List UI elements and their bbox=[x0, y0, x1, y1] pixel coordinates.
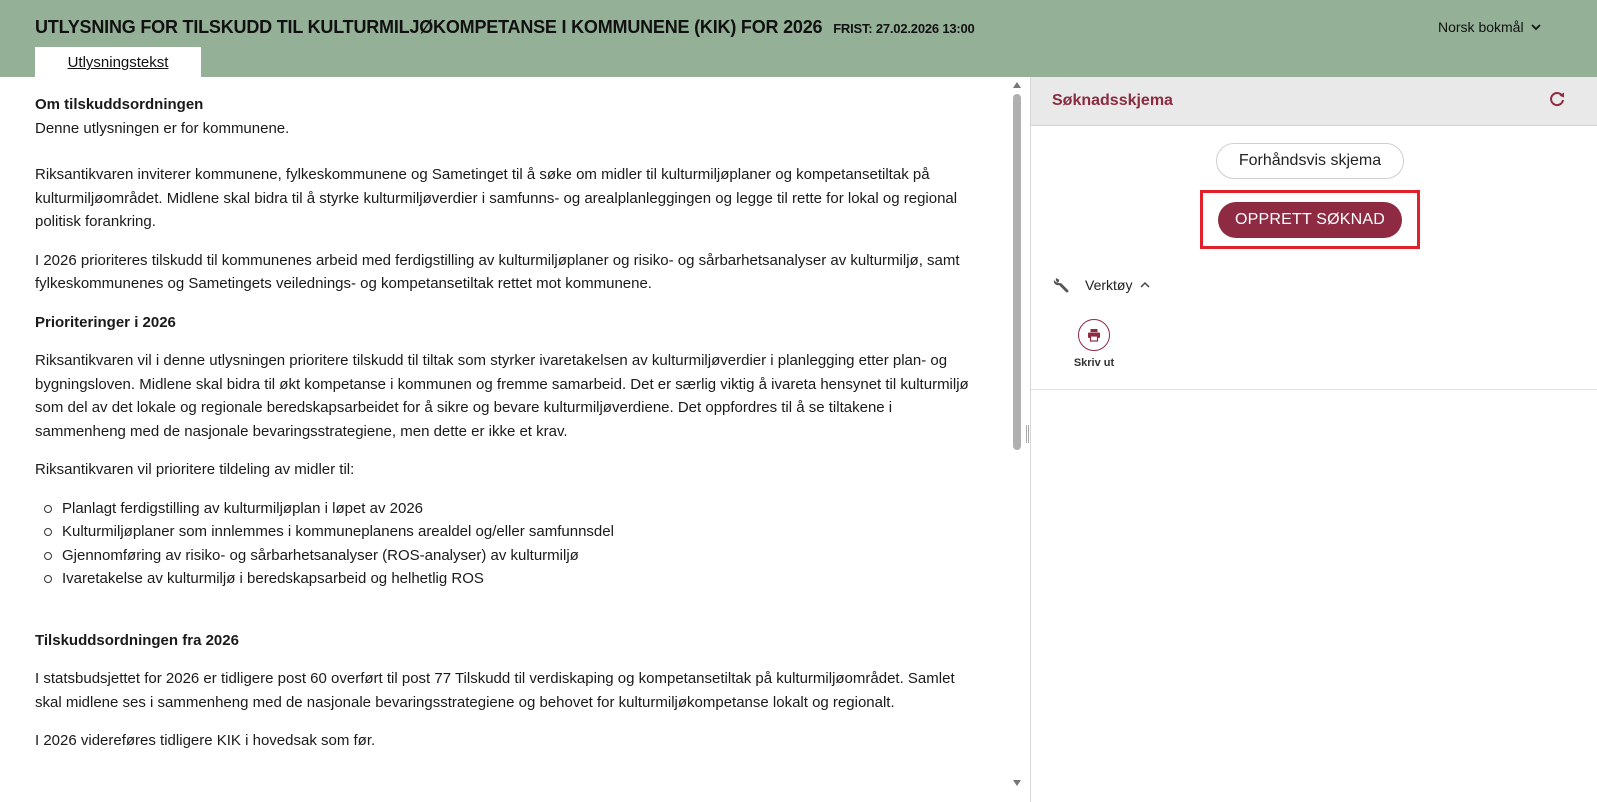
tab-utlysningstekst[interactable]: Utlysningstekst bbox=[35, 47, 201, 77]
section-heading: Prioriteringer i 2026 bbox=[35, 313, 176, 331]
refresh-icon[interactable] bbox=[1548, 90, 1566, 108]
print-button-circle bbox=[1078, 319, 1110, 351]
form-header bbox=[1031, 77, 1597, 126]
preview-form-button[interactable]: Forhåndsvis skjema bbox=[1216, 143, 1404, 179]
list-item: Ivaretakelse av kulturmiljø i beredskapsarbeid og helhetlig ROS bbox=[35, 567, 975, 591]
page-title-text: UTLYSNING FOR TILSKUDD TIL KULTURMILJØKOMPETANSE I KOMMUNENE (KIK) FOR 2026 bbox=[35, 17, 823, 37]
announcement-text-panel bbox=[0, 77, 1010, 802]
paragraph: Riksantikvaren vil i denne utlysningen prioritere tilskudd til tiltak som styrker ivaretakelsen av kulturmiljøverdier i planlegging etter plan- og bygningsloven. Midlene skal bidra til økt kompetanse i kommunen og fremme samarbeid. Det er særlig viktig å ivareta hensynet til kulturmiljø som del av det lokale og regionale beredskapsarbeidet for å sikre og bevare kulturmiljøverdiene. Det oppfordres til å se tiltakene i sammenheng med de nasjonale bevaringsstrategiene, men dette er ikke et krav. bbox=[35, 352, 969, 440]
page-title bbox=[35, 17, 975, 38]
deadline-text: FRIST: 27.02.2026 13:00 bbox=[833, 21, 975, 36]
scroll-up-arrow-icon[interactable] bbox=[1013, 82, 1021, 88]
scroll-down-arrow-icon[interactable] bbox=[1013, 780, 1021, 786]
paragraph: Riksantikvaren vil prioritere tildeling av midler til: bbox=[35, 461, 355, 478]
print-button[interactable] bbox=[1071, 319, 1117, 369]
list-item: Gjennomføring av risiko- og sårbarhetsanalyser (ROS-analyser) av kulturmiljø bbox=[35, 544, 975, 568]
announcement-document bbox=[35, 93, 975, 753]
section-heading: Tilskuddsordningen fra 2026 bbox=[35, 631, 239, 649]
list-item: Kulturmiljøplaner som innlemmes i kommuneplanens arealdel og/eller samfunnsdel bbox=[35, 520, 975, 544]
language-label: Norsk bokmål bbox=[1438, 19, 1524, 35]
print-label: Skriv ut bbox=[1073, 357, 1115, 369]
wrench-icon bbox=[1052, 275, 1072, 295]
create-application-button[interactable]: OPPRETT SØKNAD bbox=[1218, 202, 1402, 238]
chevron-down-icon bbox=[1530, 21, 1542, 33]
grip-icon bbox=[1026, 425, 1029, 443]
paragraph: I 2026 prioriteres tilskudd til kommunenes arbeid med ferdigstilling av kulturmiljøplaner og risiko- og sårbarhetsanalyser av kulturmiljø, samt fylkeskommunenes og Sametingets veilednings- og kompetansetiltak rettet mot kommunene. bbox=[35, 251, 960, 292]
application-form-panel bbox=[1031, 77, 1597, 802]
document-scrollbar[interactable] bbox=[1010, 77, 1024, 802]
form-title: Søknadsskjema bbox=[1052, 92, 1173, 109]
tools-label: Verktøy bbox=[1085, 277, 1133, 293]
paragraph: Denne utlysningen er for kommunene. bbox=[35, 119, 290, 137]
tools-divider bbox=[1031, 389, 1597, 390]
list-item: Planlagt ferdigstilling av kulturmiljøplan i løpet av 2026 bbox=[35, 497, 975, 521]
tools-toggle[interactable] bbox=[1052, 275, 1151, 295]
paragraph: I 2026 videreføres tidligere KIK i hovedsak som før. bbox=[35, 732, 376, 749]
language-selector[interactable] bbox=[1438, 19, 1542, 35]
section-heading: Om tilskuddsordningen bbox=[35, 96, 204, 113]
chevron-up-icon bbox=[1139, 279, 1151, 291]
paragraph: Riksantikvaren inviterer kommunene, fylkeskommunene og Sametinget til å søke om midler til kulturmiljøplaner og kompetansetiltak på kulturmiljøområdet. Midlene skal bidra til å styrke kulturmiljøverdier i samfunns- og arealplanleggingen og legge til rette for lokal og regional politisk forankring. bbox=[35, 166, 958, 230]
printer-icon bbox=[1087, 328, 1101, 342]
priority-list bbox=[35, 497, 975, 591]
top-header bbox=[0, 0, 1597, 77]
scroll-thumb[interactable] bbox=[1013, 94, 1021, 450]
paragraph: I statsbudsjettet for 2026 er tidligere post 60 overført til post 77 Tilskudd til verdiskaping og kompetansetiltak på kulturmiljøområdet. Samlet skal midlene ses i sammenheng med de nasjonale bevaringsstrategiene og behovet for kulturmiljøkompetanse lokalt og regionalt. bbox=[35, 670, 955, 711]
